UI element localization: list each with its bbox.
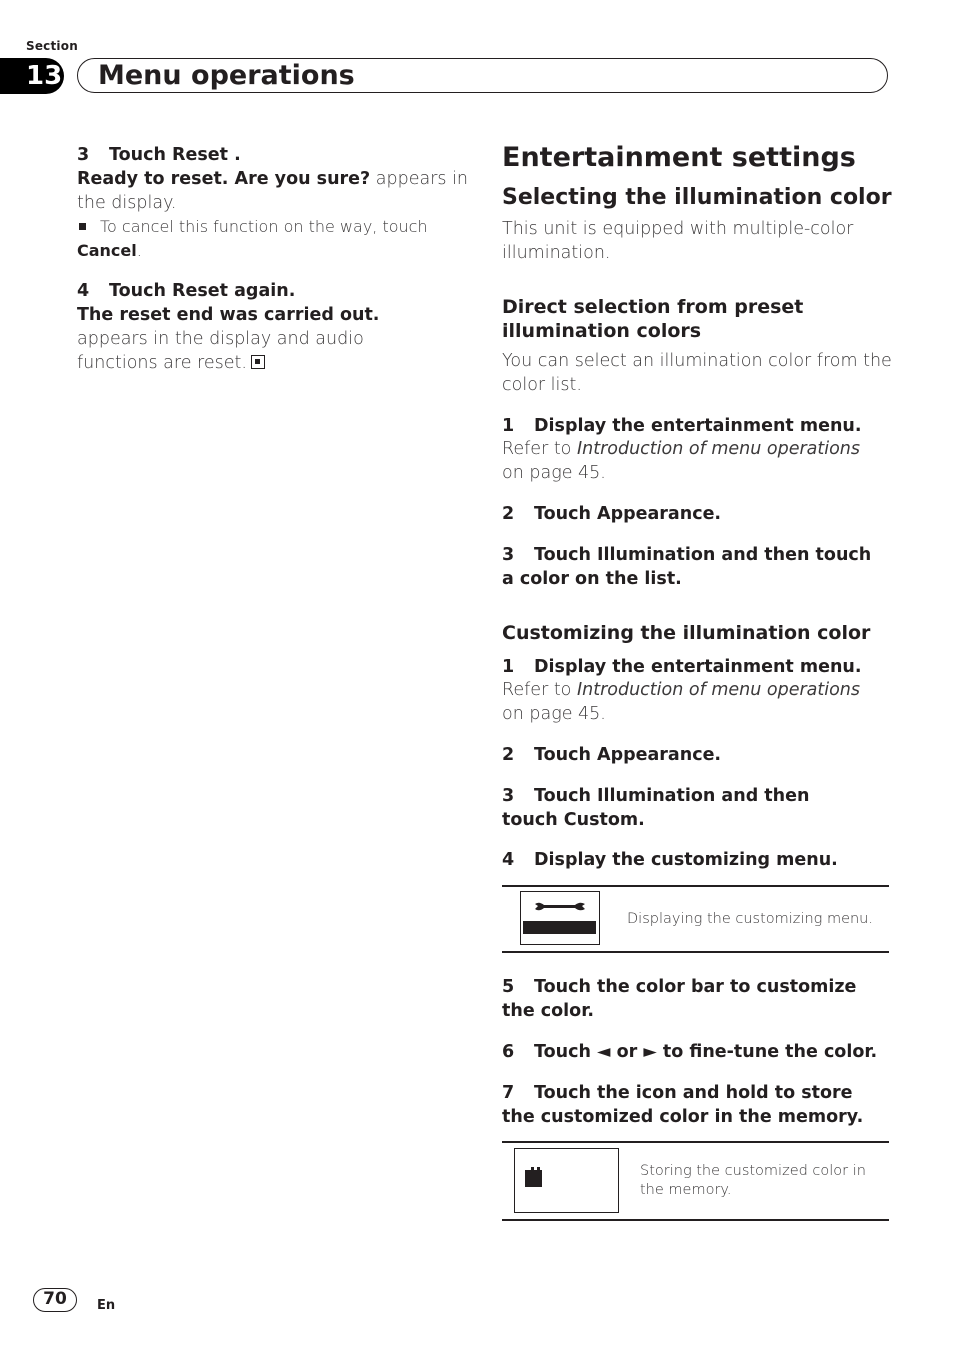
memory-button-image (514, 1148, 619, 1213)
direct-step-2 (502, 502, 892, 526)
step-text: Touch the color bar to customize the color. (502, 977, 857, 1021)
direct-step-1 (502, 414, 892, 438)
ref-pre: Refer to (502, 680, 577, 700)
result-bold: The reset end was carried out. (77, 305, 380, 325)
memory-card-icon (523, 1166, 545, 1188)
section-label: Section (26, 39, 78, 53)
step-text: Touch Illumination and then touch Custom. (502, 786, 810, 830)
step-number: 4 (502, 850, 515, 870)
custom-step-3 (502, 784, 862, 832)
customize-button-image (520, 891, 600, 945)
ref-pre: Refer to (502, 439, 577, 459)
step-number: 1 (502, 657, 515, 677)
left-bullet-note (77, 215, 469, 263)
step-number: 3 (502, 786, 515, 806)
bullet-text: To cancel this function on the way, touch (100, 217, 428, 236)
bullet-square-icon (79, 223, 86, 230)
step-number: 4 (77, 281, 90, 301)
end-mark-icon (251, 355, 265, 369)
step-text: Touch ◄ or ► to fine-tune the color. (534, 1042, 878, 1062)
subheading-selecting-illumination: Selecting the illumination color (502, 185, 892, 210)
left-step-3-result (77, 167, 469, 215)
bullet-end: . (136, 241, 142, 260)
step-number: 5 (502, 977, 515, 997)
step-number: 2 (502, 504, 515, 524)
left-step-4-result (77, 303, 447, 375)
section-number-tab: 13 (0, 58, 64, 94)
bullet-bold: Cancel (77, 241, 137, 260)
step-text: Touch Illumination and then touch a color on the list. (502, 545, 872, 589)
step-text: Touch the icon and hold to store the customized color in the memory. (502, 1083, 864, 1127)
heading-direct-selection: Direct selection from preset illumination colors (502, 296, 804, 342)
ref-link-italic: Introduction of menu operations (576, 680, 861, 700)
page-title: Menu operations (98, 60, 355, 91)
direct-reference (502, 437, 882, 485)
step-text: Display the entertainment menu. (534, 657, 862, 677)
custom-step-7 (502, 1081, 872, 1129)
wrench-icon (521, 892, 598, 943)
custom-step-1 (502, 655, 892, 679)
page-number: 70 (33, 1288, 77, 1312)
custom-reference (502, 678, 882, 726)
direct-step-3 (502, 543, 872, 591)
step-text: Touch Appearance. (534, 745, 722, 765)
left-step-4 (77, 279, 467, 303)
step-text: Touch Reset . (109, 145, 241, 165)
language-label: En (97, 1298, 116, 1313)
step-text: Display the entertainment menu. (534, 416, 862, 436)
step-number: 2 (502, 745, 515, 765)
result-rest: appears in the display. (77, 169, 469, 213)
result-bold: Ready to reset. Are you sure? (77, 169, 371, 189)
ref-post: on page 45. (502, 704, 606, 724)
custom-step-2 (502, 743, 892, 767)
table1-caption: Displaying the customizing menu. (627, 911, 873, 927)
step-text: Touch Reset again. (109, 281, 296, 301)
step-number: 6 (502, 1042, 515, 1062)
ref-post: on page 45. (502, 463, 606, 483)
heading-entertainment-settings: Entertainment settings (502, 142, 856, 173)
heading-customizing: Customizing the illumination color (502, 622, 871, 644)
result-rest: appears in the display and audio functions are reset. (77, 329, 364, 373)
direct-intro: You can select an illumination color from the color list. (502, 351, 892, 395)
intro-text: This unit is equipped with multiple-color illumination. (502, 219, 854, 263)
custom-step-6 (502, 1040, 892, 1064)
step-text: Touch Appearance. (534, 504, 722, 524)
step-number: 7 (502, 1083, 515, 1103)
table2-caption: Storing the customized color in the memory. (640, 1163, 866, 1198)
left-step-3 (77, 143, 467, 167)
custom-step-5 (502, 975, 872, 1023)
step-number: 1 (502, 416, 515, 436)
ref-link-italic: Introduction of menu operations (576, 439, 861, 459)
step-number: 3 (77, 145, 90, 165)
custom-step-4 (502, 848, 892, 872)
step-text: Display the customizing menu. (534, 850, 838, 870)
step-number: 3 (502, 545, 515, 565)
